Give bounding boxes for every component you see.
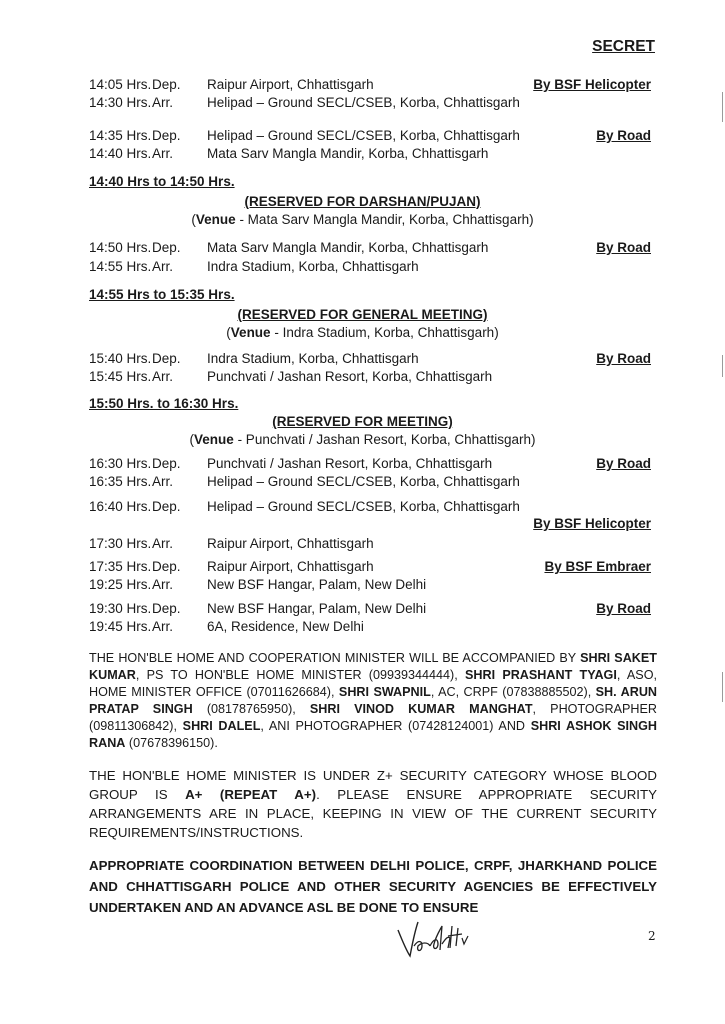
row-kind: Arr. bbox=[152, 474, 174, 489]
reserved-purpose: (RESERVED FOR MEETING) bbox=[272, 414, 453, 429]
row-place: Indra Stadium, Korba, Chhattisgarh bbox=[207, 259, 419, 274]
row-kind: Dep. bbox=[152, 559, 181, 574]
coordination-paragraph: APPROPRIATE COORDINATION BETWEEN DELHI POLICE, CRPF, JHARKHAND POLICE AND CHHATTISGARH POLICE AND OTHER SECURITY AGENCIES BE EFFECTIVELY UNDERTAKEN AND AN ADVANCE ASL BE DONE TO ENSURE bbox=[89, 858, 657, 915]
itinerary-row bbox=[89, 619, 659, 637]
venue-line: (Venue - Mata Sarv Mangla Mandir, Korba, Chhattisgarh) bbox=[191, 212, 534, 227]
row-kind: Arr. bbox=[152, 259, 174, 274]
row-place: Helipad – Ground SECL/CSEB, Korba, Chhattisgarh bbox=[207, 499, 520, 514]
venue-label: Venue bbox=[195, 212, 236, 227]
row-kind: Dep. bbox=[152, 456, 181, 471]
row-place: Raipur Airport, Chhattisgarh bbox=[207, 559, 374, 574]
official-name: SH. ARUN PRATAP SINGH bbox=[89, 685, 658, 716]
itinerary-row bbox=[89, 559, 659, 577]
paragraph-text: THE HON'BLE HOME AND COOPERATION MINISTER WILL BE ACCOMPANIED BY bbox=[89, 651, 581, 665]
row-mode: By BSF Helicopter bbox=[533, 77, 651, 92]
reserved-heading bbox=[0, 307, 725, 322]
reserved-purpose: (RESERVED FOR GENERAL MEETING) bbox=[237, 307, 488, 322]
row-mode: By Road bbox=[596, 128, 651, 143]
row-place: New BSF Hangar, Palam, New Delhi bbox=[207, 577, 427, 592]
row-kind: Arr. bbox=[152, 619, 174, 634]
row-place: 6A, Residence, New Delhi bbox=[207, 619, 364, 634]
itinerary-row bbox=[89, 128, 659, 146]
itinerary-row bbox=[89, 474, 659, 492]
venue-label: Venue bbox=[230, 325, 271, 340]
row-time: 17:30 Hrs. bbox=[89, 536, 152, 551]
row-kind: Arr. bbox=[152, 95, 174, 110]
official-name: SHRI VINOD KUMAR MANGHAT bbox=[309, 702, 533, 716]
row-time: 14:35 Hrs. bbox=[89, 128, 152, 143]
official-name: SHRI DALEL bbox=[182, 719, 261, 733]
row-place: Punchvati / Jashan Resort, Korba, Chhattisgarh bbox=[207, 369, 493, 384]
row-kind: Arr. bbox=[152, 536, 174, 551]
paragraph-text: THE HON'BLE HOME MINISTER IS UNDER Z+ SECURITY CATEGORY WHOSE BLOOD GROUP IS bbox=[89, 768, 657, 802]
itinerary-row bbox=[89, 456, 659, 474]
row-kind: Dep. bbox=[152, 601, 181, 616]
venue-text: - Mata Sarv Mangla Mandir, Korba, Chhattisgarh) bbox=[235, 212, 534, 227]
row-time: 14:30 Hrs. bbox=[89, 95, 152, 110]
row-place: Mata Sarv Mangla Mandir, Korba, Chhattisgarh bbox=[207, 240, 489, 255]
row-kind: Arr. bbox=[152, 146, 174, 161]
row-mode: By BSF Embraer bbox=[544, 559, 651, 574]
row-place: Raipur Airport, Chhattisgarh bbox=[207, 536, 374, 551]
reserved-time-slot: 15:50 Hrs. to 16:30 Hrs. bbox=[89, 396, 239, 411]
classification-label: SECRET bbox=[592, 38, 655, 55]
row-place: Helipad – Ground SECL/CSEB, Korba, Chhattisgarh bbox=[207, 474, 520, 489]
row-kind: Arr. bbox=[152, 369, 174, 384]
itinerary-row bbox=[89, 499, 659, 517]
row-time: 19:45 Hrs. bbox=[89, 619, 152, 634]
official-name: SHRI ASHOK SINGH RANA bbox=[89, 719, 658, 750]
row-time: 14:55 Hrs. bbox=[89, 259, 152, 274]
paragraph-text: , PS TO HON'BLE HOME MINISTER (09939344444), bbox=[135, 668, 465, 682]
official-name: SHRI SAKET KUMAR bbox=[89, 651, 657, 682]
row-time: 16:30 Hrs. bbox=[89, 456, 152, 471]
paragraph-text: (08178765950), bbox=[192, 702, 310, 716]
row-kind: Dep. bbox=[152, 499, 181, 514]
row-mode: By Road bbox=[596, 240, 651, 255]
reserved-purpose: (RESERVED FOR DARSHAN/PUJAN) bbox=[244, 194, 481, 209]
venue-label: Venue bbox=[194, 432, 234, 447]
paragraph-text: , PHOTOGRAPHER (09811306842), bbox=[89, 702, 658, 733]
itinerary-row bbox=[89, 351, 659, 369]
scan-edge-mark bbox=[722, 92, 723, 122]
paragraph-text: . PLEASE ENSURE APPROPRIATE SECURITY ARRANGEMENTS ARE IN PLACE, KEEPING IN VIEW OF THE CURRENT SECURITY REQUIREMENTS/INSTRUCTIONS. bbox=[89, 787, 657, 840]
reserved-heading bbox=[0, 194, 725, 209]
row-time: 14:05 Hrs. bbox=[89, 77, 152, 92]
row-kind: Dep. bbox=[152, 128, 181, 143]
row-place: New BSF Hangar, Palam, New Delhi bbox=[207, 601, 427, 616]
reserved-heading bbox=[0, 414, 725, 429]
row-time: 14:50 Hrs. bbox=[89, 240, 152, 255]
official-name: SHRI SWAPNIL bbox=[338, 685, 431, 699]
row-time: 19:25 Hrs. bbox=[89, 577, 152, 592]
paragraph-text: , ANI PHOTOGRAPHER (07428124001) AND bbox=[260, 719, 531, 733]
row-kind: Arr. bbox=[152, 577, 174, 592]
row-kind: Dep. bbox=[152, 77, 181, 92]
row-mode: By BSF Helicopter bbox=[533, 516, 651, 531]
page-number: 2 bbox=[648, 929, 656, 943]
itinerary-row bbox=[89, 240, 659, 258]
venue-line: (Venue - Indra Stadium, Korba, Chhattisgarh) bbox=[226, 325, 499, 340]
itinerary-row bbox=[89, 577, 659, 595]
itinerary-row bbox=[89, 77, 659, 95]
itinerary-row bbox=[89, 536, 659, 554]
paragraph-text: , ASO, HOME MINISTER OFFICE (07011626684), bbox=[89, 668, 657, 699]
venue-text: - Punchvati / Jashan Resort, Korba, Chhattisgarh) bbox=[233, 432, 536, 447]
row-time: 15:40 Hrs. bbox=[89, 351, 152, 366]
row-kind: Dep. bbox=[152, 240, 181, 255]
itinerary-row bbox=[89, 259, 659, 277]
accompanying-officials-paragraph bbox=[89, 650, 657, 752]
row-time: 17:35 Hrs. bbox=[89, 559, 152, 574]
scan-edge-mark bbox=[722, 355, 723, 377]
scan-edge-mark bbox=[722, 672, 723, 702]
itinerary-row bbox=[89, 369, 659, 387]
official-name: SHRI PRASHANT TYAGI bbox=[464, 668, 617, 682]
itinerary-row bbox=[89, 95, 659, 113]
blood-group: A+ (REPEAT A+) bbox=[185, 787, 317, 802]
row-place: Punchvati / Jashan Resort, Korba, Chhattisgarh bbox=[207, 456, 493, 471]
row-kind: Dep. bbox=[152, 351, 181, 366]
row-mode: By Road bbox=[596, 456, 651, 471]
venue-text: - Indra Stadium, Korba, Chhattisgarh) bbox=[270, 325, 499, 340]
reserved-time-slot: 14:40 Hrs to 14:50 Hrs. bbox=[89, 174, 235, 189]
handwritten-signature bbox=[392, 916, 482, 962]
itinerary-row bbox=[89, 601, 659, 619]
row-mode: By Road bbox=[596, 601, 651, 616]
row-mode: By Road bbox=[596, 351, 651, 366]
row-time: 16:40 Hrs. bbox=[89, 499, 152, 514]
row-time: 15:45 Hrs. bbox=[89, 369, 152, 384]
itinerary-row bbox=[89, 146, 659, 164]
travel-mode-line bbox=[89, 516, 659, 534]
reserved-time-slot: 14:55 Hrs to 15:35 Hrs. bbox=[89, 287, 235, 302]
security-paragraph bbox=[89, 766, 657, 842]
row-place: Raipur Airport, Chhattisgarh bbox=[207, 77, 374, 92]
row-place: Indra Stadium, Korba, Chhattisgarh bbox=[207, 351, 419, 366]
row-time: 16:35 Hrs. bbox=[89, 474, 152, 489]
paragraph-text: (07678396150). bbox=[125, 736, 218, 750]
row-time: 14:40 Hrs. bbox=[89, 146, 152, 161]
row-place: Helipad – Ground SECL/CSEB, Korba, Chhattisgarh bbox=[207, 128, 520, 143]
row-place: Mata Sarv Mangla Mandir, Korba, Chhattisgarh bbox=[207, 146, 489, 161]
venue-line: (Venue - Punchvati / Jashan Resort, Korba, Chhattisgarh) bbox=[189, 432, 536, 447]
row-time: 19:30 Hrs. bbox=[89, 601, 152, 616]
paragraph-text: , AC, CRPF (07838885502), bbox=[430, 685, 596, 699]
row-place: Helipad – Ground SECL/CSEB, Korba, Chhattisgarh bbox=[207, 95, 520, 110]
